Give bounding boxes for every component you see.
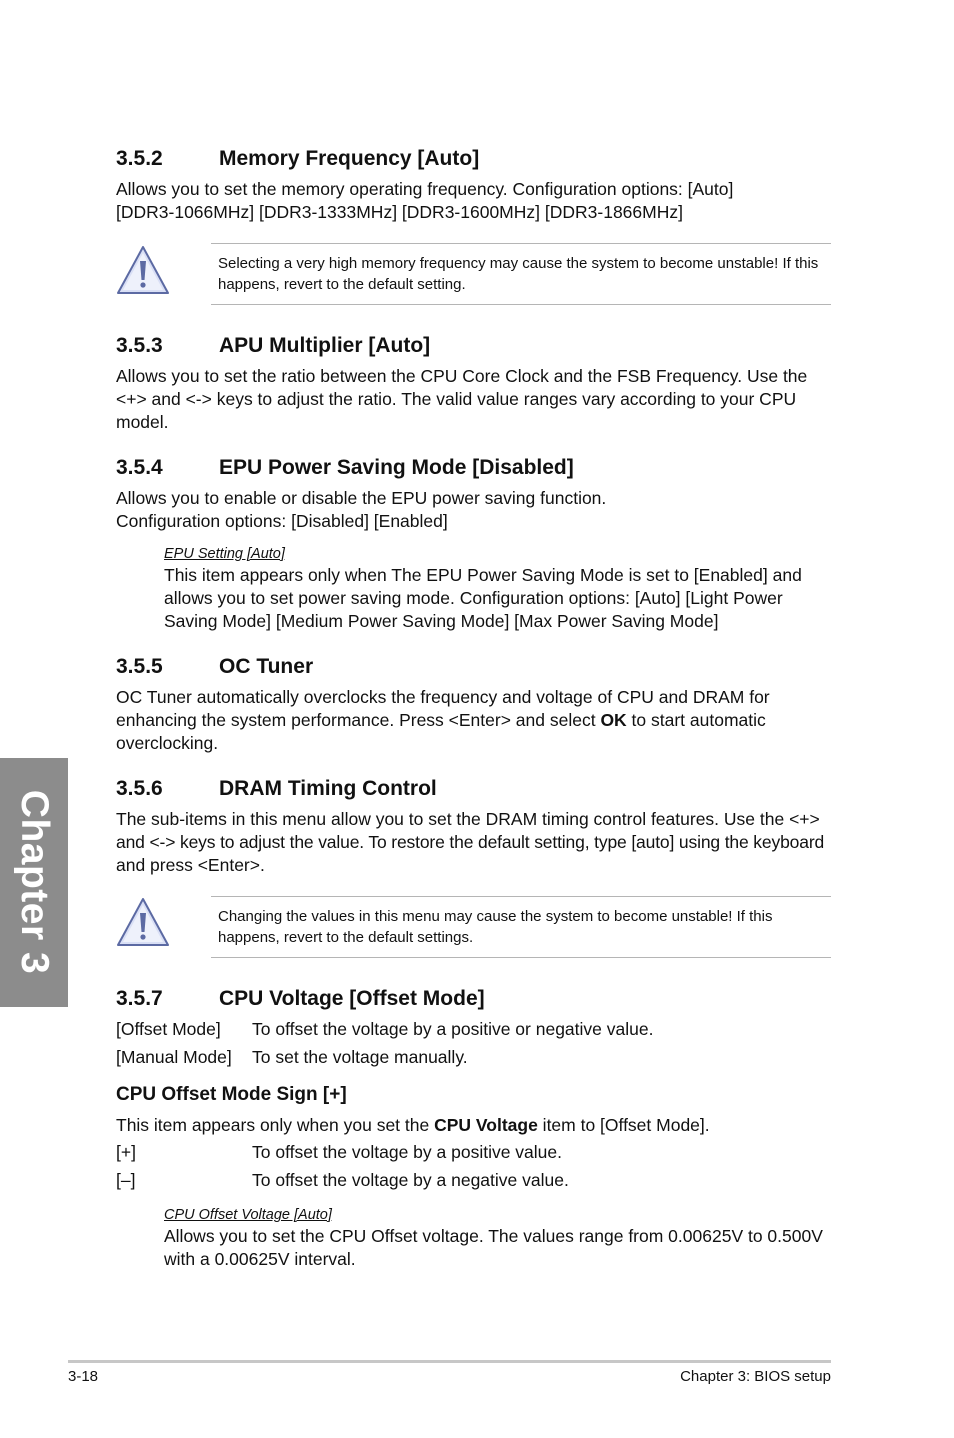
paragraph-memory-frequency (116, 178, 836, 224)
text-line: happens, revert to the default settings. (218, 928, 474, 946)
paragraph-offset-sign-intro (116, 1114, 710, 1137)
section-number: 3.5.2 (116, 147, 163, 170)
paragraph-epu-power-saving (116, 487, 836, 533)
paragraph-epu-setting (164, 564, 834, 633)
section-title: APU Multiplier [Auto] (219, 334, 431, 357)
text-line: happens, revert to the default setting. (218, 275, 466, 293)
note-text (218, 907, 830, 948)
bold-term: OK (600, 710, 627, 730)
option-key: [+] (116, 1142, 136, 1162)
text-run: to start automatic (626, 710, 766, 730)
option-description: To offset the voltage by a negative value. (252, 1170, 569, 1190)
text-line: overclocking. (116, 733, 219, 753)
text-line: The sub-items in this menu allow you to set the DRAM timing control features. Use the <+> (116, 809, 820, 829)
text-line: OC Tuner automatically overclocks the frequency and voltage of CPU and DRAM for (116, 687, 770, 707)
section-title: CPU Voltage [Offset Mode] (219, 987, 485, 1010)
text-line: with a 0.00625V interval. (164, 1249, 356, 1269)
text-line: and press <Enter>. (116, 855, 265, 875)
footer-page-number: 3-18 (68, 1368, 99, 1385)
note-box-dram-timing (211, 896, 831, 958)
text-line: This item appears only when The EPU Power Saving Mode is set to [Enabled] and (164, 565, 802, 585)
footer-divider (68, 1360, 831, 1363)
section-title: Memory Frequency [Auto] (219, 147, 480, 170)
text-line: Saving Mode] [Medium Power Saving Mode] [Max Power Saving Mode] (164, 611, 719, 631)
chapter-tab-label: Chapter 3 (13, 789, 56, 975)
chapter-tab (0, 758, 68, 1007)
sub-item-cpu-offset-voltage: CPU Offset Voltage [Auto] (164, 1207, 332, 1223)
text-line: Allows you to set the CPU Offset voltage. The values range from 0.00625V to 0.500V (164, 1226, 823, 1246)
section-number: 3.5.3 (116, 334, 163, 357)
note-text (218, 254, 830, 295)
warning-triangle-icon (115, 244, 171, 296)
option-key: [–] (116, 1170, 136, 1190)
text-line: Allows you to enable or disable the EPU power saving function. (116, 488, 607, 508)
paragraph-apu-multiplier (116, 365, 836, 434)
section-title: EPU Power Saving Mode [Disabled] (219, 456, 574, 479)
text-line (116, 709, 836, 732)
option-description: To offset the voltage by a positive or negative value. (252, 1019, 654, 1039)
bold-term: CPU Voltage (434, 1115, 538, 1135)
option-key: [Manual Mode] (116, 1047, 232, 1067)
paragraph-dram-timing (116, 808, 846, 877)
note-box-memory-frequency (211, 243, 831, 305)
text-line: and <-> keys to adjust the value. To restore the default setting, type [auto] using the keyboard (116, 832, 825, 852)
warning-triangle-icon (115, 896, 171, 948)
section-number: 3.5.6 (116, 777, 163, 800)
section-title: DRAM Timing Control (219, 777, 437, 800)
text-line: model. (116, 412, 169, 432)
text-line: <+> and <-> keys to adjust the ratio. The valid value ranges vary according to your CPU (116, 389, 797, 409)
option-description: To set the voltage manually. (252, 1047, 468, 1067)
text-run: This item appears only when you set the (116, 1115, 435, 1135)
text-line: Allows you to set the memory operating frequency. Configuration options: [Auto] (116, 179, 734, 199)
text-line: Allows you to set the ratio between the CPU Core Clock and the FSB Frequency. Use the (116, 366, 808, 386)
paragraph-oc-tuner (116, 686, 836, 755)
section-number: 3.5.7 (116, 987, 163, 1010)
text-line: Changing the values in this menu may cause the system to become unstable! If this (218, 908, 773, 925)
text-line: Selecting a very high memory frequency may cause the system to become unstable! If this (218, 255, 819, 272)
text-line: allows you to set power saving mode. Configuration options: [Auto] [Light Power (164, 588, 783, 608)
text-line: [DDR3-1066MHz] [DDR3-1333MHz] [DDR3-1600MHz] [DDR3-1866MHz] (116, 202, 683, 222)
option-key: [Offset Mode] (116, 1019, 221, 1039)
paragraph-cpu-offset-voltage (164, 1225, 844, 1271)
subheading-cpu-offset-mode-sign: CPU Offset Mode Sign [+] (116, 1084, 347, 1105)
text-run: item to [Offset Mode]. (537, 1115, 710, 1135)
option-description: To offset the voltage by a positive value. (252, 1142, 563, 1162)
sub-item-epu-setting: EPU Setting [Auto] (164, 546, 285, 562)
section-number: 3.5.4 (116, 456, 163, 479)
footer-chapter-title: Chapter 3: BIOS setup (680, 1368, 831, 1385)
section-number: 3.5.5 (116, 655, 163, 678)
section-title: OC Tuner (219, 655, 314, 678)
text-line: Configuration options: [Disabled] [Enabled] (116, 511, 448, 531)
text-run: enhancing the system performance. Press <Enter> and select (116, 710, 601, 730)
